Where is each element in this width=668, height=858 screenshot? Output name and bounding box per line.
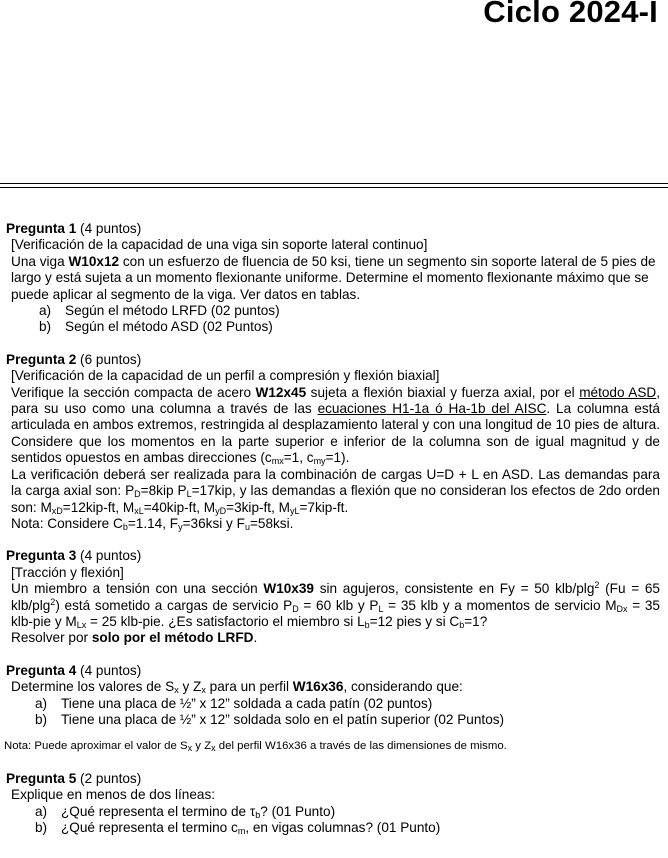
question-5-points: (2 puntos) xyxy=(76,770,142,786)
question-4 xyxy=(6,663,660,755)
question-1-heading xyxy=(6,221,660,237)
question-4-note: Nota: Puede aproximar el valor de $S_x$ y $Z_x$ del perfil W16x36 a través de las dimensiones de mismo. xyxy=(4,740,507,754)
exam-content xyxy=(6,221,660,836)
question-5-item-a: a) ¿Qué representa el termino de $\tau_b$? (01 Punto) xyxy=(35,803,336,820)
question-1 xyxy=(6,221,660,336)
question-3-subtitle: [Tracción y flexión] xyxy=(11,564,124,580)
question-5-item-b: b) ¿Qué representa el termino $c_m$, en vigas columnas? (01 Punto) xyxy=(35,820,441,836)
question-4-points: (4 puntos) xyxy=(76,662,142,678)
question-1-subtitle: [Verificación de la capacidad de una viga sin soporte lateral continuo] xyxy=(11,237,428,253)
question-2-subtitle: [Verificación de la capacidad de un perfil a compresión y flexión biaxial] xyxy=(11,368,440,384)
question-3-title: Pregunta 3 xyxy=(6,548,77,564)
question-2-heading xyxy=(6,352,660,368)
header-rule-top xyxy=(0,183,668,184)
question-1-body: Una viga W10x12 con un esfuerzo de fluencia de 50 ksi, tiene un segmento sin soporte lateral de 5 pies de largo y está sujeta a un momento flexionante uniforme. Determine el momento flexionante máximo que se puede aplicar al segmento de la viga. Ver datos en tablas. xyxy=(11,253,656,302)
header-rule-bottom xyxy=(0,187,668,188)
question-4-title: Pregunta 4 xyxy=(6,662,77,678)
question-3 xyxy=(6,548,660,646)
question-1-item-a: a) Según el método LRFD (02 puntos) xyxy=(39,303,280,319)
question-2-note: Nota: Considere $C_b=1.14$, $F_y=36ksi$ y $F_u=58ksi$. xyxy=(11,515,294,532)
question-2-title: Pregunta 2 xyxy=(6,351,77,367)
question-5-title: Pregunta 5 xyxy=(6,770,77,786)
question-1-points: (4 puntos) xyxy=(76,221,142,236)
question-5-intro: Explique en menos de dos líneas: xyxy=(11,787,216,803)
question-2-paragraph-1: Verifique la sección compacta de acero W12x45 sujeta a flexión biaxial y fuerza axial, por el método ASD, para su uso como una columna a través de las ecuaciones H1-1a ó Ha-1b del AISC. La columna está articulada en ambos extremos, restringida al desplazamiento lateral y con una longitud de 10 pies de altura. Considere que los momentos en la parte superior e inferior de la columna son de igual magnitud y de sentidos opuestos en ambas direcciones ($c_{mx}=1$, $c_{my}=1$). xyxy=(11,384,660,467)
question-4-intro: Determine los valores de $S_x$ y $Z_x$ para un perfil W16x36, considerando que: xyxy=(11,679,463,696)
question-5 xyxy=(6,771,660,837)
question-2 xyxy=(6,352,660,532)
question-3-points: (4 puntos) xyxy=(76,548,142,564)
question-2-paragraph-2: La verificación deberá ser realizada para la combinación de cargas U=D + L en ASD. Las demandas para la carga axial son: $P_D=8kip$ $P_L=17kip$, y las demandas a flexión que no consideran los efectos de 2do orden son: $M_{xD}=12kip-ft$, $M_{xL}=40kip-ft$, $M_{yD}=3kip-ft$, $M_{yL}=7kip-ft$. xyxy=(11,466,660,516)
question-3-instruction: Resolver por solo por el método LRFD. xyxy=(11,630,258,646)
page-title: Ciclo 2024-I xyxy=(483,0,658,29)
question-3-heading xyxy=(6,548,660,564)
question-2-points: (6 puntos) xyxy=(76,351,142,367)
question-4-heading xyxy=(6,663,660,679)
question-1-item-b: b) Según el método ASD (02 Puntos) xyxy=(39,319,273,335)
question-3-body: Un miembro a tensión con una sección W10x39 sin agujeros, consistente en Fy = 50 klb/plg$^2$ (Fu = 65 klb/plg$^2$) está sometido a cargas de servicio $P_D = 60$ klb y $P_L = 35$ klb y a momentos de servicio $M_{Dx} = 35$ klb-pie y $M_{Lx} = 25$ klb-pie. ¿Es satisfactorio el miembro si $L_b=12$ pies y si $C_b=1$? xyxy=(11,580,660,630)
question-1-title: Pregunta 1 xyxy=(6,221,77,236)
question-5-heading xyxy=(6,771,660,787)
question-4-item-b: b) Tiene una placa de ½” x 12” soldada solo en el patín superior (02 Puntos) xyxy=(35,711,505,727)
question-4-item-a: a) Tiene una placa de ½” x 12” soldada a cada patín (02 puntos) xyxy=(35,695,433,711)
